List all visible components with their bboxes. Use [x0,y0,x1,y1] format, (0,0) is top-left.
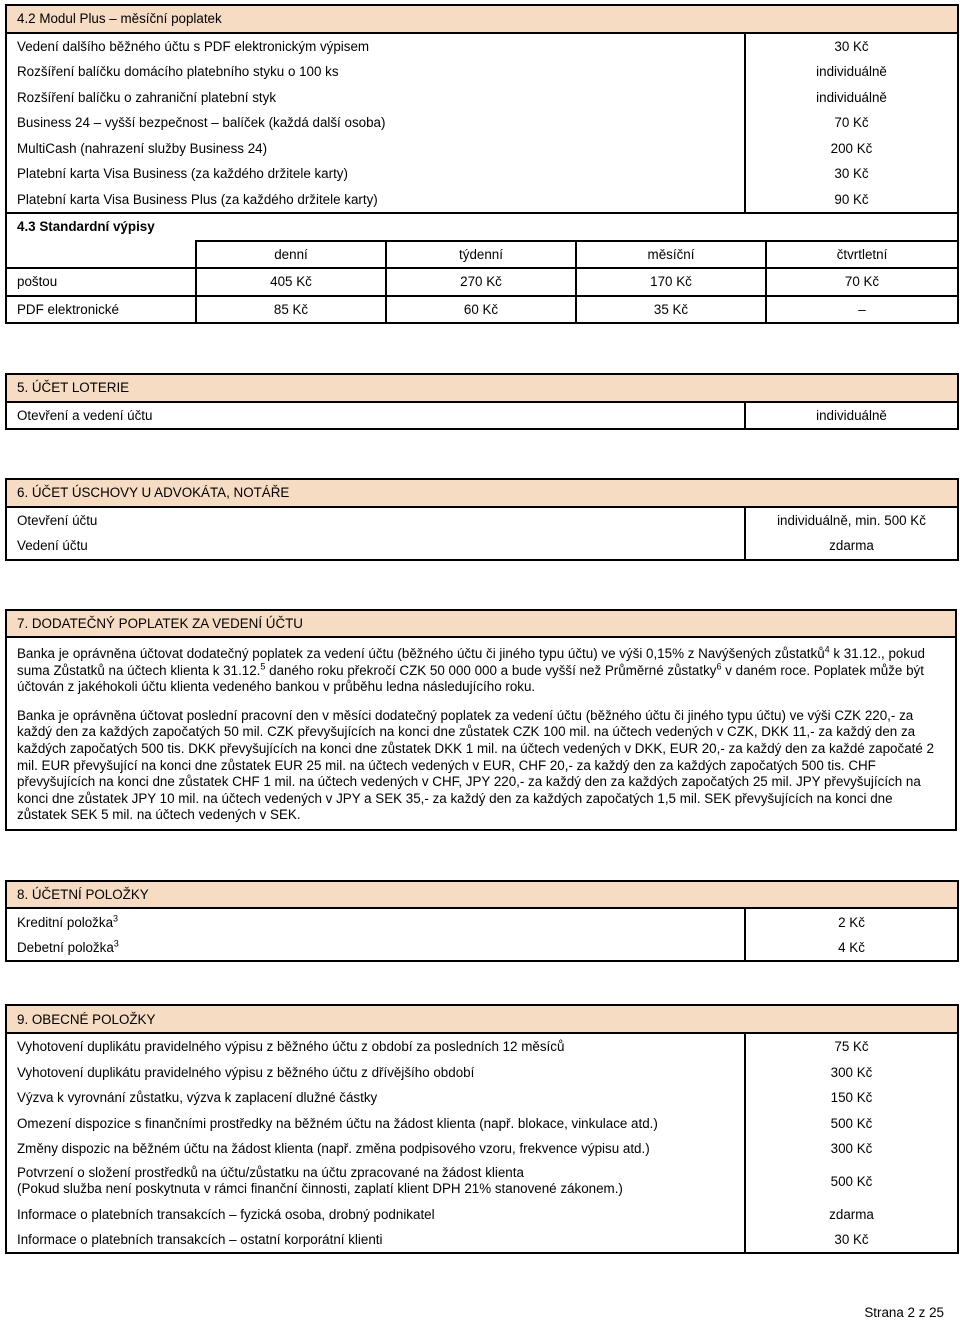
fee-label: Vedení účtu [6,533,745,560]
fee-value: 30 Kč [745,1227,958,1254]
fee-label: Potvrzení o složení prostředků na účtu/zůstatku na účtu zpracované na žádost klienta (Pokud služba není poskytnuta v rámci finanční činnosti, zaplatí klient DPH 21% stanovené zákonem.) [6,1161,745,1201]
fee-value: 500 Kč [745,1110,958,1136]
fee-value: 75 Kč [745,1033,958,1060]
fee-label: Platební karta Visa Business Plus (za každého držitele karty) [6,187,745,214]
column-header: týdenní [386,241,576,269]
section-4-3-table [5,212,959,324]
fee-value: 500 Kč [745,1161,958,1201]
section-7-table [5,609,957,831]
fee-label: Otevření a vedení účtu [6,402,745,430]
empty-cell [6,241,196,269]
section-9-table [5,1004,959,1254]
price-cell: – [766,296,958,324]
fee-value: 70 Kč [745,110,958,136]
fee-value: 300 Kč [745,1136,958,1162]
fee-value: 4 Kč [745,935,958,962]
fee-label: Rozšíření balíčku o zahraniční platební styk [6,85,745,111]
fee-value: 300 Kč [745,1059,958,1085]
price-cell: 35 Kč [576,296,766,324]
fee-value: individuálně [745,85,958,111]
fee-value: 2 Kč [745,908,958,935]
section-8-table [5,880,959,963]
price-cell: 405 Kč [196,268,386,296]
column-header: denní [196,241,386,269]
fee-label: Informace o platebních transakcích – fyzická osoba, drobný podnikatel [6,1201,745,1227]
fee-label: Debetní položka$^3$ [6,935,745,962]
fee-value: individuálně [745,402,958,430]
section-9-title: 9. OBECNÉ POLOŽKY [6,1005,958,1033]
section-7-paragraph-2: Banka je oprávněna účtovat poslední pracovní den v měsíci dodatečný poplatek za vedení účtu (běžného účtu či jiného typu účtu) ve výši CZK 220,- za každý den za každých započatých 50 mil. CZK převyšujících na konci dne zůstatek CZK 100 mil. na účtech vedených v CZK, DKK 11,- za každý den za každých započatých 500 tis. DKK převyšujících na konci dne zůstatek DKK 1 mil. na účtech vedených v DKK, EUR 20,- za každý den za každé započaté 2 mil. EUR převyšující na konci dne zůstatek EUR 25 mil. na účtech vedených v EUR, CHF 20,- za každý den za každých započatých 500 tis. CHF převyšujících na konci dne zůstatek CHF 1 mil. na účtech vedených v CHF, JPY 220,- za každý den za každých započatých 25 mil. JPY převyšujících na konci dne zůstatek JPY 10 mil. na účtech vedených v JPY a SEK 35,- za každý den za každých započatých 1,5 mil. SEK převyšujících na konci dne zůstatek SEK 5 mil. na účtech vedených v SEK. [6,702,956,830]
fee-value: zdarma [745,533,958,560]
column-header: čtvrtletní [766,241,958,269]
fee-label: Kreditní položka$^3$ [6,908,745,935]
fee-value: 200 Kč [745,136,958,162]
fee-label: Omezení dispozice s finančními prostředky na běžném účtu na žádost klienta (např. blokace, vinkulace atd.) [6,1110,745,1136]
price-cell: 70 Kč [766,268,958,296]
fee-label: Vyhotovení duplikátu pravidelného výpisu z běžného účtu z období za posledních 12 měsíců [6,1033,745,1060]
fee-label: Vyhotovení duplikátu pravidelného výpisu z běžného účtu z dřívějšího období [6,1059,745,1085]
section-6-title: 6. ÚČET ÚSCHOVY U ADVOKÁTA, NOTÁŘE [6,479,958,507]
price-cell: 85 Kč [196,296,386,324]
fee-value: zdarma [745,1201,958,1227]
section-4-3-title: 4.3 Standardní výpisy [6,213,958,241]
price-cell: 170 Kč [576,268,766,296]
row-label: poštou [6,268,196,296]
section-7-title: 7. DODATEČNÝ POPLATEK ZA VEDENÍ ÚČTU [6,610,956,638]
fee-label: Informace o platebních transakcích – ostatní korporátní klienti [6,1227,745,1254]
section-4-2-table [5,4,959,214]
section-5-table [5,373,959,430]
section-6-table [5,478,959,561]
fee-value: individuálně, min. 500 Kč [745,507,958,534]
fee-label: Změny dispozic na běžném účtu na žádost klienta (např. změna podpisového vzoru, frekvence výpisu atd.) [6,1136,745,1162]
section-4-2-title: 4.2 Modul Plus – měsíční poplatek [6,5,958,33]
column-header: měsíční [576,241,766,269]
fee-label: Platební karta Visa Business (za každého držitele karty) [6,161,745,187]
section-5-title: 5. ÚČET LOTERIE [6,374,958,402]
fee-value: 150 Kč [745,1085,958,1111]
fee-label: Otevření účtu [6,507,745,534]
fee-value: 30 Kč [745,33,958,60]
fee-label: Vedení dalšího běžného účtu s PDF elektronickým výpisem [6,33,745,60]
section-8-title: 8. ÚČETNÍ POLOŽKY [6,881,958,909]
price-cell: 270 Kč [386,268,576,296]
page-number: Strana 2 z 25 [864,1305,944,1320]
row-label: PDF elektronické [6,296,196,324]
section-7-paragraph-1: Banka je oprávněna účtovat dodatečný poplatek za vedení účtu (běžného účtu či jiného typu účtu) ve výši 0,15% z Navýšených zůstatků$^4$ k 31.12., pokud suma Zůstatků na účtech klienta k 31.12.$^5$ daného roku překročí CZK 50 000 000 a bude vyšší než Průměrné zůstatky$^6$ v daném roce. Poplatek může být účtován z jakéhokoli účtu klienta vedeného bankou v průběhu ledna následujícího roku. [6,637,956,702]
fee-label: MultiCash (nahrazení služby Business 24) [6,136,745,162]
fee-value: 90 Kč [745,187,958,214]
price-cell: 60 Kč [386,296,576,324]
fee-label: Výzva k vyrovnání zůstatku, výzva k zaplacení dlužné částky [6,1085,745,1111]
fee-label: Rozšíření balíčku domácího platebního styku o 100 ks [6,59,745,85]
fee-value: individuálně [745,59,958,85]
fee-value: 30 Kč [745,161,958,187]
fee-label: Business 24 – vyšší bezpečnost – balíček (každá další osoba) [6,110,745,136]
